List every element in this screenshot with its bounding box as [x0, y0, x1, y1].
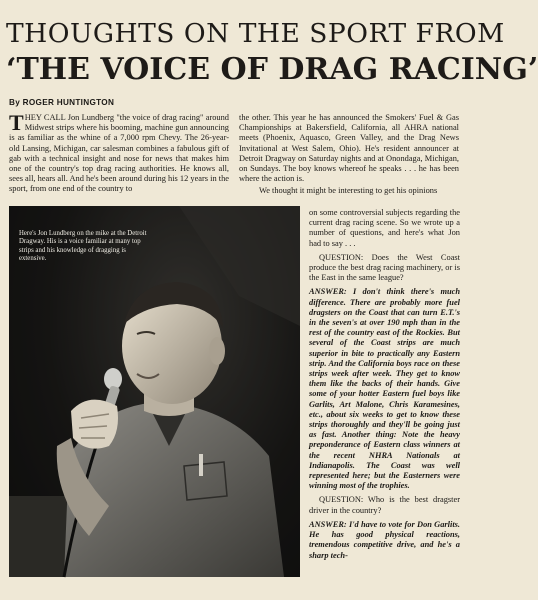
question-1: QUESTION: Does the West Coast produce the best drag racing machinery, or is the East in the same league? [309, 252, 460, 283]
byline: By ROGER HUNTINGTON [9, 98, 115, 107]
intro-left-text: HEY CALL Jon Lundberg "the voice of drag racing" around Midwest strips where his booming, machine gun announcing is as familiar as the whine of a 7,000 rpm Chevy. The 26-year-old Lansing, Michigan, car salesman combines a fabulous gift of gab with a technical insight and nose for news that makes him one of the country's top drag racing authorities. He knows all, sees all, hears all. And he's been around during his 12 years in the sport, from one end of the country to [9, 113, 229, 194]
answer-2-lead: ANSWER: [309, 519, 347, 529]
qa-intro: on some controversial subjects regarding the current drag racing scene. So we wrote up a number of questions, and here's what Jon had to say . . . [309, 208, 460, 248]
figure-hand [71, 400, 118, 449]
photo-jon-lundberg [9, 206, 300, 577]
intro-final-line: We thought it might be interesting to get his opinions [259, 186, 438, 195]
answer-1 [309, 287, 460, 491]
photo-caption: Here's Jon Lundberg on the mike at the Detroit Dragway. His is a voice familiar at many top strips and his knowledge of dragging is extensive. [19, 230, 147, 262]
headline-line-1: THOUGHTS ON THE SPORT FROM [6, 18, 505, 49]
question-2: QUESTION: Who is the best dragster driver in the country? [309, 495, 460, 515]
answer-2 [309, 520, 460, 561]
intro-column-left [9, 110, 229, 195]
answer-1-lead: ANSWER: [309, 287, 347, 297]
intro-column-right: the other. This year he has announced the Smokers' Fuel & Gas Championships at Bakersfield, California, all AHRA national meets (Phoenix, Aquasco, Green Valley, and the Drag News Invitational at West Salem, Ohio). He's resident announcer at Detroit Dragway on Saturday nights and at Onondaga, Michigan, on Sundays. The boy knows whereof he speaks . . . he has been where the action is. [239, 113, 459, 184]
headline-line-2: ‘THE VOICE OF DRAG RACING’ [6, 52, 538, 87]
drop-cap: T [9, 110, 24, 135]
qa-column [309, 208, 460, 565]
answer-2-text: I'd have to vote for Don Garlits. He has good physical reactions, tremendous competitive drive, and he's a sharp tech- [309, 519, 460, 560]
answer-1-text: I don't think there's much difference. There are probably more fuel dragsters on the Coast that can turn E.T.'s in the seven's at over 190 mph than in the rest of the country east of the Rockies. But several of the Coast strips are much superior in bite to practically any Eastern strip. And the California boys race on these strips week after week. They get to know them like the backs of their hands. Give some of your hotter Eastern fuel boys like Garlits, Art Malone, Chris Karamesines, etc., about six weeks to get to know these strips thoroughly and they'll be going just as fast. Another thing: Note the heavy preponderance of Eastern class winners at the recent NHRA Nationals at Indianapolis. The Coast was well represented here; but the Easterners were winning most of the trophies. [309, 287, 460, 491]
